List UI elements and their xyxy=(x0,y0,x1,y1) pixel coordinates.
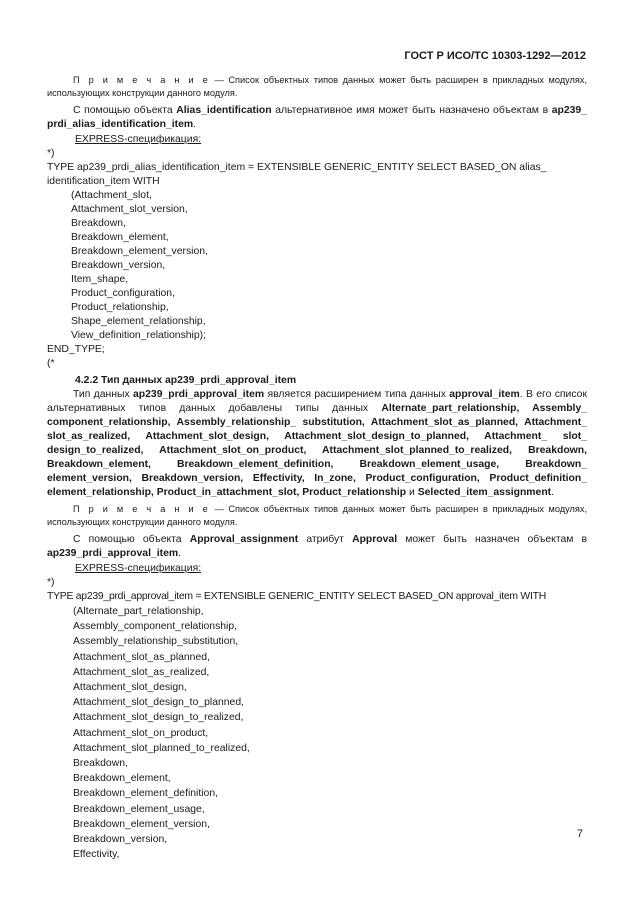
code-1-items xyxy=(47,189,587,343)
page-content xyxy=(47,74,587,862)
code-2-item: Breakdown_element_version, xyxy=(73,818,210,830)
assignment-text-1: С помощью объекта xyxy=(73,534,190,545)
note-1 xyxy=(47,74,587,99)
code-2-item: Attachment_slot_on_product, xyxy=(73,727,209,739)
section-heading xyxy=(47,374,587,388)
express-code-1 xyxy=(47,147,587,371)
alias-text-3: . xyxy=(193,119,196,130)
code-1-item: Breakdown_element, xyxy=(71,232,169,243)
code-2-open: *) xyxy=(47,577,55,588)
code-2-item: Attachment_slot_planned_to_realized, xyxy=(73,742,250,754)
approval-text-4: и xyxy=(406,487,418,498)
code-1-open: *) xyxy=(47,148,55,159)
approval-text-5: . xyxy=(551,487,555,498)
alias-text-1: С помощью объекта xyxy=(73,105,177,116)
code-1-close: (* xyxy=(47,358,55,369)
approval-text-3: . В его список альтернативных типов данных добавлены типы данных xyxy=(47,389,587,414)
approval-last-type: Selected_item_assignment xyxy=(417,487,552,498)
code-2-item: Attachment_slot_as_realized, xyxy=(73,666,210,678)
code-2-item: Attachment_slot_design, xyxy=(73,682,187,694)
code-2-item: Breakdown, xyxy=(73,758,128,770)
express-code-2 xyxy=(47,576,587,862)
code-1-item: Item_shape, xyxy=(71,274,129,285)
note-2-label: П р и м е ч а н и е xyxy=(73,504,210,514)
note-2-text: — Список объектных типов данных может быть расширен в прикладных модулях, использующих конструкции данного модуля. xyxy=(47,504,587,527)
code-2-items xyxy=(47,604,587,862)
code-2-item: Attachment_slot_design_to_realized, xyxy=(73,712,244,724)
approval-added-types: Alternate_part_relationship, Assembly_ component_relationship, Assembly_relationship_ substitution, Attachment_slot_as_planned, Attachment_ slot_as_realized, Attachment_slot_design, Attachment_slot_design_to_planned, Attachment_ slot_ design_to_realized, Attachment_slot_on_product, Attachment_slot_planned_to_realized, Breakdown, Breakdown_element, Breakdown_element_definition, Breakdown_element_usage, Breakdown_ element_version, Breakdown_version, Effectivity, In_zone, Product_configuration, Product_definition_ element_relationship, Product_in_attachment_slot, Product_relationship xyxy=(47,403,588,498)
code-1-item: Breakdown, xyxy=(71,218,126,229)
code-2-item: Breakdown_element, xyxy=(73,773,171,785)
code-1-item: (Attachment_slot, xyxy=(71,190,152,201)
code-2-item: Assembly_relationship_substitution, xyxy=(73,636,239,648)
code-1-item: View_definition_relationship); xyxy=(71,330,206,341)
assignment-entity: Approval_assignment xyxy=(189,534,299,545)
code-2-item: Effectivity, xyxy=(73,849,120,861)
approval-text-1: Тип данных xyxy=(73,389,134,400)
code-2-item: Attachment_slot_as_planned, xyxy=(73,651,210,663)
assignment-attribute: Approval xyxy=(352,534,398,545)
code-2-item: Attachment_slot_design_to_planned, xyxy=(73,697,244,709)
approval-type-name: ap239_prdi_approval_item xyxy=(133,389,265,400)
assignment-select-type: ap239_prdi_approval_item xyxy=(47,548,179,559)
code-2-item: Breakdown_element_usage, xyxy=(73,803,205,815)
code-2-item: Breakdown_version, xyxy=(73,834,168,846)
assignment-paragraph xyxy=(47,533,587,561)
code-1-item: Shape_element_relationship, xyxy=(71,316,206,327)
note-2 xyxy=(47,503,587,528)
express-label-1: EXPRESS-спецификация: xyxy=(75,134,202,145)
code-1-item: Breakdown_version, xyxy=(71,260,166,271)
code-1-item: Product_configuration, xyxy=(71,288,175,299)
page-number: 7 xyxy=(576,828,583,840)
code-2-item: Breakdown_element_definition, xyxy=(73,788,218,800)
code-1-type-line: TYPE ap239_prdi_alias_identification_item = EXTENSIBLE GENERIC_ENTITY SELECT BASED_ON alias_ identification_item WITH xyxy=(47,162,547,187)
code-1-item: Attachment_slot_version, xyxy=(71,204,188,215)
code-2-type-line: TYPE ap239_prdi_approval_item = EXTENSIBLE GENERIC_ENTITY SELECT BASED_ON approval_item WITH xyxy=(47,591,546,602)
alias-text-2: альтернативное имя может быть назначено объектам в xyxy=(271,105,552,116)
assignment-text-4: . xyxy=(178,548,181,559)
note-1-label: П р и м е ч а н и е xyxy=(73,75,210,85)
alias-select-type: ap239_ prdi_alias_identification_item xyxy=(47,105,587,130)
assignment-text-2: атрибут xyxy=(298,534,353,545)
code-1-item: Product_relationship, xyxy=(71,302,169,313)
express-label-2: EXPRESS-спецификация: xyxy=(75,563,202,574)
assignment-text-3: может быть назначен объектам в xyxy=(397,534,588,545)
alias-entity: Alias_identification xyxy=(176,105,272,116)
section-title: Тип данных ap239_prdi_approval_item xyxy=(101,375,297,386)
section-number: 4.2.2 xyxy=(75,375,99,386)
code-2-item: Assembly_component_relationship, xyxy=(73,621,238,633)
note-1-text: — Список объектных типов данных может быть расширен в прикладных модулях, использующих конструкции данного модуля. xyxy=(47,75,587,98)
code-2-item: (Alternate_part_relationship, xyxy=(73,606,204,617)
approval-paragraph xyxy=(47,388,587,500)
alias-paragraph xyxy=(47,104,587,132)
approval-base-type: approval_item xyxy=(449,389,520,400)
standard-header: ГОСТ Р ИСО/ТС 10303-1292—2012 xyxy=(404,50,586,62)
approval-text-2: является расширением типа данных xyxy=(264,389,450,400)
code-1-item: Breakdown_element_version, xyxy=(71,246,208,257)
code-1-end: END_TYPE; xyxy=(47,344,105,355)
